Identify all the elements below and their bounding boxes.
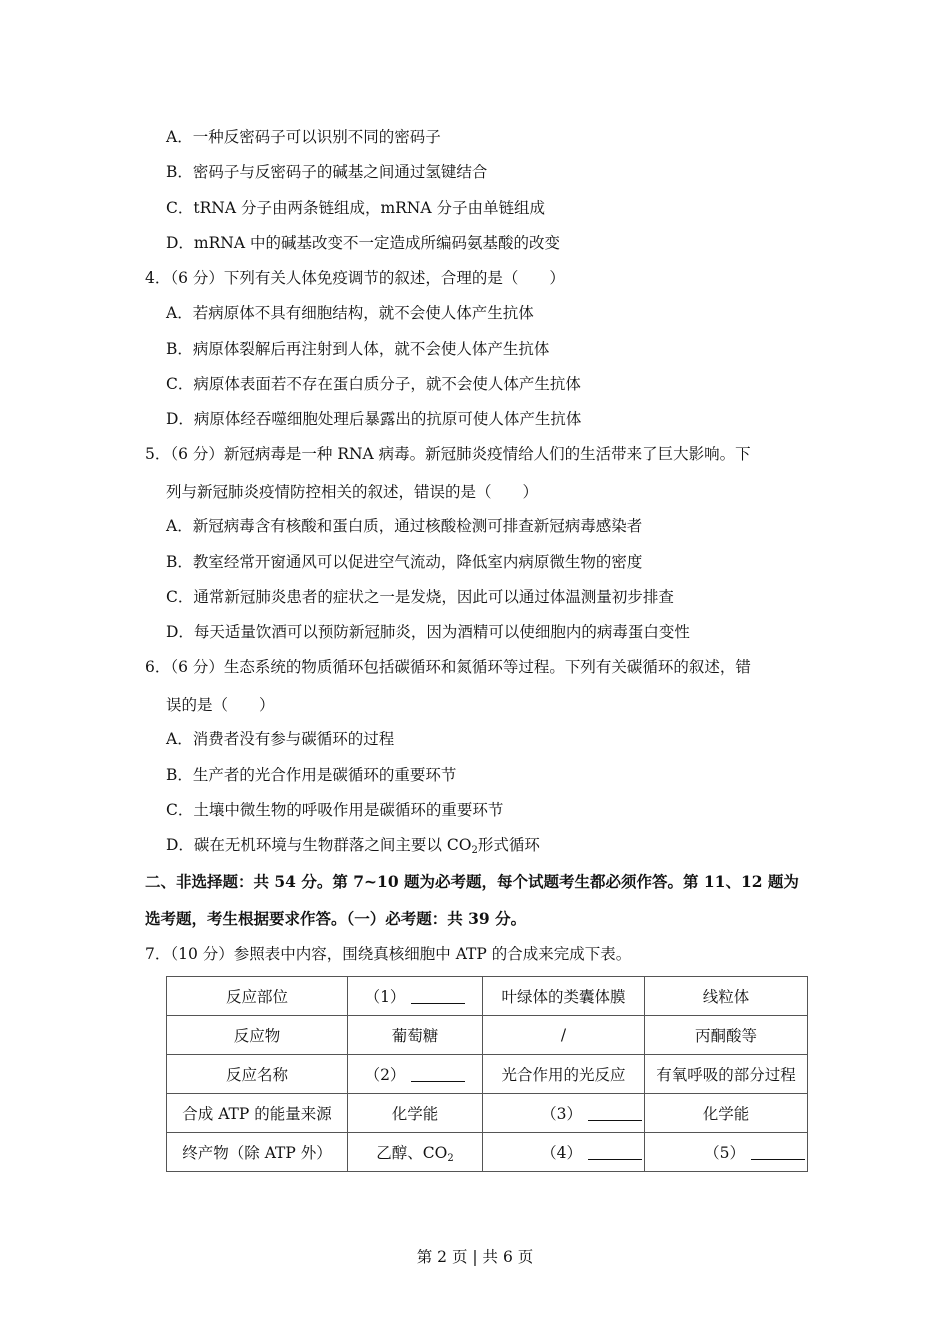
table-cell: 光合作用的光反应 bbox=[483, 1055, 645, 1094]
answer-blank-3[interactable] bbox=[588, 1106, 642, 1121]
q6-stem-line2: 误的是（ ） bbox=[166, 696, 275, 714]
q6-option-d-prefix: D．碳在无机环境与生物群落之间主要以 CO bbox=[166, 836, 472, 854]
q5-stem-line1: 5．（6 分）新冠病毒是一种 RNA 病毒。新冠肺炎疫情给人们的生活带来了巨大影响。下 bbox=[145, 445, 751, 463]
table-cell: 化学能 bbox=[645, 1094, 808, 1133]
q6-option-d-subscript: 2 bbox=[471, 845, 478, 856]
section2-heading-line1: 二、非选择题：共 54 分。第 7~10 题为必考题，每个试题考生都必须作答。第 11、12 题为 bbox=[145, 872, 799, 891]
q6-option-b: B．生产者的光合作用是碳循环的重要环节 bbox=[166, 766, 457, 784]
table-row bbox=[167, 1133, 808, 1172]
q6-option-d-suffix: 形式循环 bbox=[477, 836, 540, 854]
table-cell: 化学能 bbox=[348, 1094, 483, 1133]
q4-option-c: C．病原体表面若不存在蛋白质分子，就不会使人体产生抗体 bbox=[166, 375, 581, 393]
q5-option-b: B．教室经常开窗通风可以促进空气流动，降低室内病原微生物的密度 bbox=[166, 553, 643, 571]
table-cell: / bbox=[483, 1016, 645, 1055]
blank-label: （5） bbox=[704, 1144, 745, 1162]
q6-option-d bbox=[166, 835, 540, 855]
q3-option-c: C．tRNA 分子由两条链组成，mRNA 分子由单链组成 bbox=[166, 199, 545, 217]
table-cell bbox=[348, 1133, 483, 1172]
section2-heading-line2: 选考题，考生根据要求作答。（一）必考题：共 39 分。 bbox=[145, 909, 527, 928]
q5-option-a: A．新冠病毒含有核酸和蛋白质，通过核酸检测可排查新冠病毒感染者 bbox=[166, 517, 643, 535]
table-cell: 葡萄糖 bbox=[348, 1016, 483, 1055]
q6-option-c: C．土壤中微生物的呼吸作用是碳循环的重要环节 bbox=[166, 801, 504, 819]
q4-stem: 4．（6 分）下列有关人体免疫调节的叙述，合理的是（ ） bbox=[145, 269, 565, 287]
table-row bbox=[167, 1016, 808, 1055]
table-cell: 线粒体 bbox=[645, 977, 808, 1016]
blank-label: （1） bbox=[364, 988, 406, 1006]
q3-option-d: D．mRNA 中的碱基改变不一定造成所编码氨基酸的改变 bbox=[166, 234, 560, 252]
atp-table bbox=[166, 976, 808, 1172]
q4-option-a: A．若病原体不具有细胞结构，就不会使人体产生抗体 bbox=[166, 304, 534, 322]
q6-option-a: A．消费者没有参与碳循环的过程 bbox=[166, 730, 395, 748]
q3-option-a: A．一种反密码子可以识别不同的密码子 bbox=[166, 128, 441, 146]
table-cell bbox=[348, 977, 483, 1016]
table-row bbox=[167, 1094, 808, 1133]
table-cell: 终产物（除 ATP 外） bbox=[167, 1133, 348, 1172]
q6-stem-line1: 6．（6 分）生态系统的物质循环包括碳循环和氮循环等过程。下列有关碳循环的叙述，错 bbox=[145, 658, 751, 676]
answer-blank-2[interactable] bbox=[411, 1067, 465, 1082]
q5-stem-line2: 列与新冠肺炎疫情防控相关的叙述，错误的是（ ） bbox=[166, 483, 539, 501]
q5-option-c: C．通常新冠肺炎患者的症状之一是发烧，因此可以通过体温测量初步排查 bbox=[166, 588, 674, 606]
table-cell bbox=[645, 1133, 808, 1172]
table-cell bbox=[483, 1094, 645, 1133]
table-cell: 丙酮酸等 bbox=[645, 1016, 808, 1055]
table-cell bbox=[348, 1055, 483, 1094]
blank-label: （4） bbox=[541, 1144, 582, 1162]
q4-option-b: B．病原体裂解后再注射到人体，就不会使人体产生抗体 bbox=[166, 340, 550, 358]
table-cell: 反应物 bbox=[167, 1016, 348, 1055]
table-cell: 反应名称 bbox=[167, 1055, 348, 1094]
product-subscript: 2 bbox=[447, 1153, 454, 1164]
blank-label: （2） bbox=[364, 1066, 406, 1084]
q5-option-d: D．每天适量饮酒可以预防新冠肺炎，因为酒精可以使细胞内的病毒蛋白变性 bbox=[166, 623, 690, 641]
blank-label: （3） bbox=[541, 1105, 582, 1123]
product-text: 乙醇、CO bbox=[376, 1144, 448, 1162]
table-cell bbox=[483, 1133, 645, 1172]
table-row bbox=[167, 1055, 808, 1094]
page-footer: 第 2 页 | 共 6 页 bbox=[416, 1248, 534, 1266]
q4-option-d: D．病原体经吞噬细胞处理后暴露出的抗原可使人体产生抗体 bbox=[166, 410, 582, 428]
q7-stem: 7．（10 分）参照表中内容，围绕真核细胞中 ATP 的合成来完成下表。 bbox=[145, 945, 632, 963]
table-cell: 叶绿体的类囊体膜 bbox=[483, 977, 645, 1016]
table-cell: 合成 ATP 的能量来源 bbox=[167, 1094, 348, 1133]
table-cell: 有氧呼吸的部分过程 bbox=[645, 1055, 808, 1094]
table-row bbox=[167, 977, 808, 1016]
answer-blank-5[interactable] bbox=[751, 1145, 805, 1160]
table-cell: 反应部位 bbox=[167, 977, 348, 1016]
q3-option-b: B．密码子与反密码子的碱基之间通过氢键结合 bbox=[166, 163, 488, 181]
answer-blank-4[interactable] bbox=[588, 1145, 642, 1160]
answer-blank-1[interactable] bbox=[411, 989, 465, 1004]
